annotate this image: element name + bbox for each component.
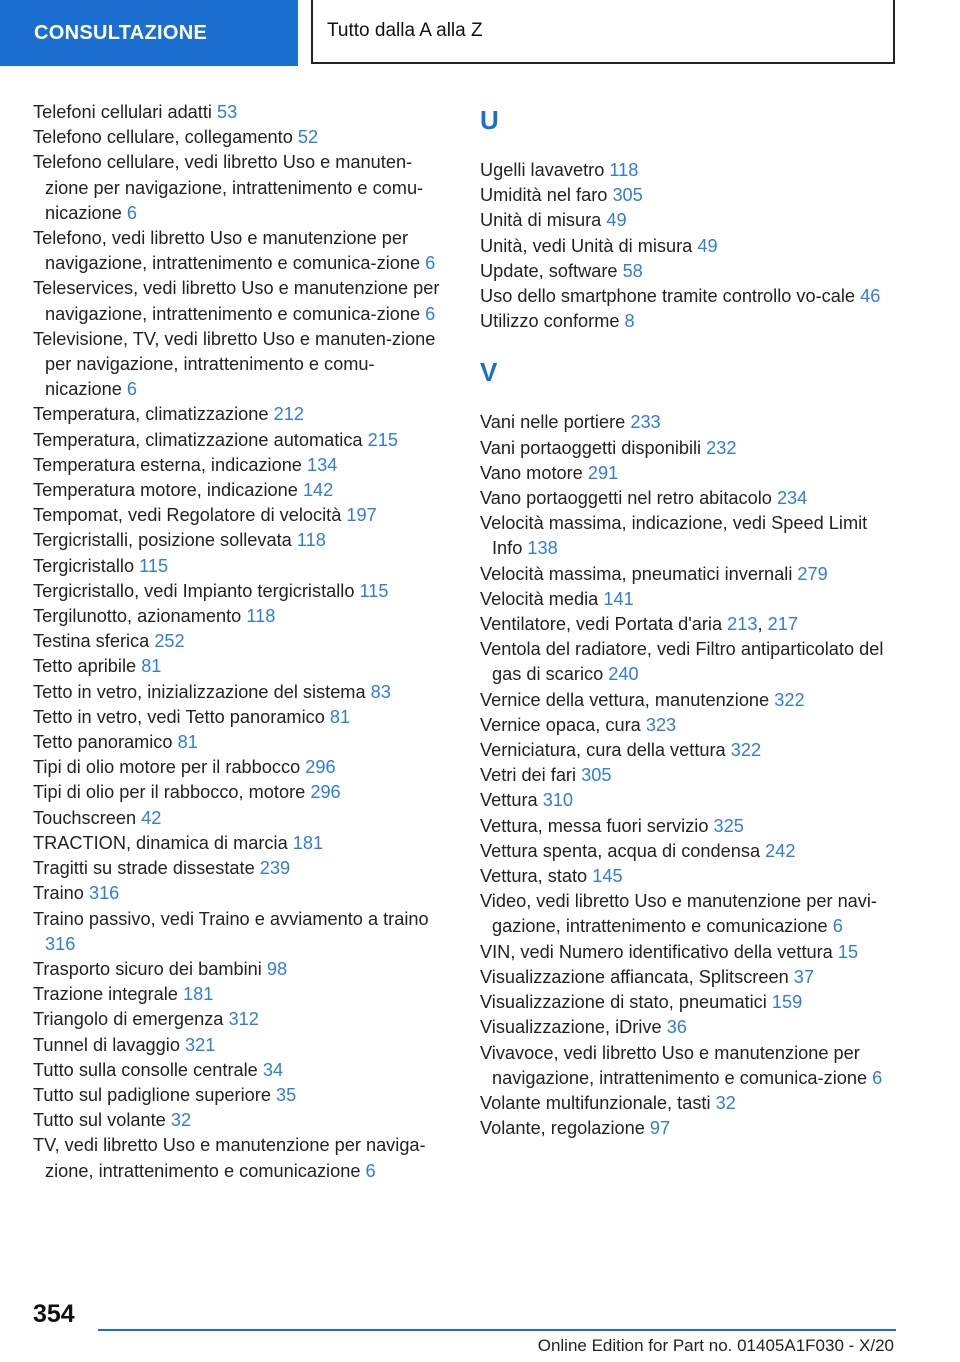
index-entry <box>480 864 900 889</box>
index-entry <box>33 604 445 629</box>
index-entry <box>480 889 900 939</box>
index-entry-text: Vettura, stato <box>480 866 588 887</box>
section-tab <box>0 0 298 66</box>
page-reference-link[interactable]: 232 <box>706 437 737 458</box>
index-entry <box>33 1058 445 1083</box>
page-reference-link[interactable]: 46 <box>860 286 881 307</box>
page-reference-link[interactable]: 181 <box>292 832 324 853</box>
index-entry-text: Velocità massima, pneumatici invernali <box>480 563 793 584</box>
page-reference-link[interactable]: 322 <box>774 689 805 710</box>
footer-divider <box>98 1329 896 1331</box>
index-entry <box>33 982 445 1007</box>
index-entry <box>33 705 445 730</box>
index-entry-text: Telefono, vedi libretto Uso e manutenzione per navigazione, intrattenimento e comunica-zione <box>33 228 421 274</box>
index-entry <box>33 1133 445 1183</box>
chapter-title-box <box>311 0 895 64</box>
index-entry-text: Teleservices, vedi libretto Uso e manutenzione per navigazione, intrattenimento e comunica-zione <box>33 278 440 324</box>
page-reference-link[interactable]: 310 <box>542 790 574 811</box>
index-entry-text: Utilizzo conforme <box>480 311 620 332</box>
page-reference-link[interactable]: 141 <box>603 588 634 609</box>
index-entry <box>480 788 900 813</box>
index-entry-text: Vettura, messa fuori servizio <box>480 815 709 836</box>
index-entry <box>33 226 445 276</box>
section-letter-heading: V <box>480 357 498 388</box>
index-entry-text: Tergicristallo <box>33 555 135 576</box>
index-entry-text: Tetto apribile <box>33 656 137 677</box>
index-entry <box>33 856 445 881</box>
page-reference-link[interactable]: 234 <box>776 488 808 509</box>
index-entry-text: Traino <box>33 883 84 904</box>
index-entry-text: Ventilatore, vedi Portata d'aria <box>480 614 723 635</box>
page-reference-link[interactable]: 36 <box>666 1017 687 1038</box>
index-entry-text: Velocità massima, indicazione, vedi Speed Limit Info <box>480 513 868 559</box>
index-entry: Ventilatore, vedi Portata d'aria 213, 217 <box>480 614 798 635</box>
page-reference-link[interactable]: 305 <box>581 765 612 786</box>
page-reference-link[interactable]: 6 <box>425 303 436 324</box>
page-reference-link[interactable]: 322 <box>730 740 762 761</box>
index-entry <box>33 730 445 755</box>
page-reference-link[interactable]: 296 <box>310 782 341 803</box>
page-reference-link[interactable]: 252 <box>154 631 185 652</box>
page-reference-link[interactable]: 213 <box>727 614 758 635</box>
page-reference-link[interactable]: 305 <box>612 185 643 206</box>
index-column-left <box>33 100 445 1184</box>
index-entry-text: Tergilunotto, azionamento <box>33 606 242 627</box>
page-reference-link[interactable]: 6 <box>365 1160 376 1181</box>
index-entry <box>480 511 900 561</box>
page-reference-link[interactable]: 6 <box>126 379 138 400</box>
page-reference-link[interactable]: 37 <box>793 966 814 987</box>
page-reference-link[interactable]: 83 <box>370 681 391 702</box>
index-entry <box>33 1033 445 1058</box>
index-entry-text: Velocità media <box>480 588 599 609</box>
index-entry <box>33 579 445 604</box>
page-reference-link[interactable]: 142 <box>302 480 334 501</box>
index-entry-text: TRACTION, dinamica di marcia <box>33 832 288 853</box>
index-entry <box>33 125 445 150</box>
index-entry-text: Tutto sulla consolle centrale <box>33 1059 258 1080</box>
index-entry <box>480 158 900 183</box>
page-reference-link[interactable]: 145 <box>592 866 623 887</box>
index-entry-text: Tempomat, vedi Regolatore di velocità <box>33 505 342 526</box>
page-reference-link[interactable]: 138 <box>527 538 558 559</box>
index-entry <box>33 276 445 326</box>
index-entry-text: TV, vedi libretto Uso e manutenzione per naviga-zione, intrattenimento e comunicazione <box>33 1135 426 1181</box>
index-entry <box>480 309 900 334</box>
index-entry-text: Ventola del radiatore, vedi Filtro antiparticolato del gas di scarico <box>480 639 884 685</box>
index-entry <box>480 1116 900 1141</box>
index-entry <box>33 780 445 805</box>
index-entry-text: Tergicristallo, vedi Impianto tergicristallo <box>33 580 355 601</box>
page-reference-link[interactable]: 217 <box>767 614 798 635</box>
section-letter-heading: U <box>480 105 499 135</box>
index-entry-text: Temperatura motore, indicazione <box>33 480 298 501</box>
page-reference-link[interactable]: 242 <box>765 840 796 861</box>
index-entry-text: Temperatura, climatizzazione automatica <box>33 429 363 450</box>
index-entry-text: Update, software <box>480 260 618 281</box>
index-entry-text: Video, vedi libretto Uso e manutenzione per navi-gazione, intrattenimento e comunicazione <box>480 891 877 937</box>
page-reference-link[interactable]: 49 <box>697 235 718 256</box>
page-number: 354 <box>33 1300 75 1328</box>
index-entry <box>33 831 445 856</box>
index-entry-text: Vani nelle portiere <box>480 412 626 433</box>
index-entry <box>480 688 900 713</box>
index-entry <box>33 327 445 403</box>
index-entry-text: Vetri dei fari <box>480 765 577 786</box>
index-entry-text: Tergicristalli, posizione sollevata <box>33 530 292 551</box>
index-entry-text: Uso dello smartphone tramite controllo vo-cale <box>480 286 856 307</box>
index-entry <box>480 410 900 435</box>
index-entry <box>480 436 900 461</box>
page-reference-link[interactable]: 6 <box>872 1067 883 1088</box>
page-reference-link[interactable]: 239 <box>259 858 291 879</box>
index-entry <box>33 528 445 553</box>
page-reference-link[interactable]: 34 <box>262 1059 284 1080</box>
index-entry-text: Tetto in vetro, inizializzazione del sistema <box>33 681 366 702</box>
page-reference-link[interactable]: 98 <box>266 958 288 979</box>
index-entry <box>33 680 445 705</box>
index-entry-text: Tutto sul volante <box>33 1110 166 1131</box>
page-reference-link[interactable]: 6 <box>832 916 843 937</box>
index-entry <box>480 940 900 965</box>
page-reference-link[interactable]: 233 <box>630 412 661 433</box>
index-entry-text: Visualizzazione di stato, pneumatici <box>480 992 767 1013</box>
index-entry <box>33 428 445 453</box>
page-reference-link[interactable]: 115 <box>359 580 389 601</box>
index-entry-text: Tragitti su strade dissestate <box>33 858 255 879</box>
section-label: CONSULTAZIONE <box>34 21 208 44</box>
index-entry <box>480 763 900 788</box>
page-reference-link[interactable]: 240 <box>608 664 639 685</box>
index-entry <box>33 957 445 982</box>
index-entry-text: Telefoni cellulari adatti <box>33 102 212 122</box>
index-entry-text: Tipi di olio per il rabbocco, motore <box>33 782 306 803</box>
page-reference-link[interactable]: 118 <box>246 606 276 627</box>
page-reference-link[interactable]: 32 <box>715 1092 736 1113</box>
page-reference-link[interactable]: 159 <box>771 992 803 1013</box>
index-entry <box>480 990 900 1015</box>
page-reference-link[interactable]: 279 <box>797 563 828 584</box>
index-entry <box>33 806 445 831</box>
page-reference-link[interactable]: 81 <box>177 732 198 753</box>
index-entry <box>33 150 445 226</box>
page-reference-link[interactable]: 181 <box>182 984 214 1005</box>
index-entry-text: Unità di misura <box>480 210 602 231</box>
index-entry-text: Vivavoce, vedi libretto Uso e manutenzione per navigazione, intrattenimento e comunica-zione <box>480 1042 868 1088</box>
index-entry <box>480 587 900 612</box>
index-entry-text: Vano portaoggetti nel retro abitacolo <box>480 488 772 509</box>
index-entry-text: VIN, vedi Numero identificativo della vettura <box>480 941 833 962</box>
index-entry <box>480 637 900 687</box>
index-entry-text: Tunnel di lavaggio <box>33 1034 180 1055</box>
index-entry <box>480 208 900 233</box>
index-entry-text: Triangolo di emergenza <box>33 1009 224 1030</box>
index-entry <box>480 738 900 763</box>
index-entry <box>480 814 900 839</box>
page-reference-link[interactable]: 35 <box>276 1084 297 1105</box>
page-reference-link[interactable]: 134 <box>306 454 338 475</box>
index-entry <box>33 654 445 679</box>
page-reference-link[interactable]: 58 <box>622 260 643 281</box>
index-entry <box>480 486 900 511</box>
index-entry <box>33 554 445 579</box>
index-entry <box>33 629 445 654</box>
index-entry <box>33 907 445 957</box>
index-entry-text: Vani portaoggetti disponibili <box>480 437 702 458</box>
index-entry <box>480 1091 900 1116</box>
index-entry <box>33 1083 445 1108</box>
index-entry-text: Trasporto sicuro dei bambini <box>33 958 262 979</box>
index-entry-text: Telefono cellulare, collegamento <box>33 127 293 148</box>
index-entry-text: Tipi di olio motore per il rabbocco <box>33 757 301 778</box>
index-entry-text: Vano motore <box>480 462 583 483</box>
index-column-right <box>480 100 900 1141</box>
index-entry <box>33 1007 445 1032</box>
page-reference-link[interactable]: 81 <box>329 706 351 727</box>
index-entry <box>480 259 900 284</box>
index-entry <box>33 100 445 125</box>
index-entry-text: Visualizzazione affiancata, Splitscreen <box>480 966 789 987</box>
index-entry-text: Visualizzazione, iDrive <box>480 1017 662 1038</box>
page-reference-link[interactable]: 52 <box>297 127 319 148</box>
index-entry-text: Televisione, TV, vedi libretto Uso e manuten-zione per navigazione, intrattenimento e comu-nicazione <box>33 328 436 400</box>
page-reference-link[interactable]: 6 <box>126 202 138 223</box>
page-reference-link[interactable]: 312 <box>228 1009 259 1030</box>
index-entry <box>480 183 900 208</box>
index-entry-text: Testina sferica <box>33 631 150 652</box>
index-entry-text: Temperatura esterna, indicazione <box>33 454 302 475</box>
index-entry <box>480 839 900 864</box>
index-entry <box>480 284 900 309</box>
page-reference-link[interactable]: 15 <box>837 941 859 962</box>
page-reference-link[interactable]: 316 <box>45 933 76 954</box>
index-entry-text: Tutto sul padiglione superiore <box>33 1084 271 1105</box>
page-reference-link[interactable]: 197 <box>346 505 377 526</box>
index-entry-text: Touchscreen <box>33 807 137 828</box>
page-reference-link[interactable]: 115 <box>139 555 169 576</box>
index-entry-text: Vernice della vettura, manutenzione <box>480 689 770 710</box>
index-entry <box>33 402 445 427</box>
page-reference-link[interactable]: 321 <box>185 1034 216 1055</box>
index-entry <box>480 1015 900 1040</box>
index-entry-text: Ugelli lavavetro <box>480 160 605 180</box>
index-entry <box>33 881 445 906</box>
page-reference-link[interactable]: 323 <box>645 714 677 735</box>
page-reference-link[interactable]: 291 <box>587 462 619 483</box>
index-entry <box>480 234 900 259</box>
index-entry <box>33 1108 445 1133</box>
index-entry <box>33 478 445 503</box>
page-reference-link[interactable]: 49 <box>606 210 627 231</box>
index-entry-text: Vernice opaca, cura <box>480 714 641 735</box>
index-entry <box>480 713 900 738</box>
index-entry-text: Umidità nel faro <box>480 185 608 206</box>
index-entry <box>480 461 900 486</box>
index-entry-text: Tetto panoramico <box>33 732 173 753</box>
index-entry-text: Temperatura, climatizzazione <box>33 404 269 425</box>
page-reference-link[interactable]: 212 <box>273 404 304 425</box>
index-entry <box>33 503 445 528</box>
index-entry-text: Unità, vedi Unità di misura <box>480 235 693 256</box>
index-entry-text: Tetto in vetro, vedi Tetto panoramico <box>33 706 325 727</box>
page-reference-link[interactable]: 325 <box>713 815 744 836</box>
index-entry-text: Vettura spenta, acqua di condensa <box>480 840 761 861</box>
index-entry-text: Vettura <box>480 790 538 811</box>
index-entry-text: Volante, regolazione <box>480 1118 645 1139</box>
page-reference-link[interactable]: 81 <box>141 656 162 677</box>
index-entry-text: Telefono cellulare, vedi libretto Uso e manuten-zione per navigazione, intrattenimento e comu-nicazione <box>33 152 424 223</box>
page-reference-link[interactable]: 296 <box>305 757 336 778</box>
page-reference-link[interactable]: 32 <box>170 1110 192 1131</box>
index-entry-text: Verniciatura, cura della vettura <box>480 740 726 761</box>
index-entry <box>480 562 900 587</box>
page-reference-link[interactable]: 8 <box>624 311 635 332</box>
page-reference-link[interactable]: 215 <box>367 429 398 450</box>
index-entry-text: Trazione integrale <box>33 984 178 1005</box>
page-reference-link[interactable]: 53 <box>217 102 238 122</box>
page-reference-link[interactable]: 97 <box>649 1118 671 1139</box>
page-reference-link[interactable]: 316 <box>88 883 120 904</box>
page-reference-link[interactable]: 42 <box>141 807 162 828</box>
index-entry <box>33 755 445 780</box>
index-entry-text: Traino passivo, vedi Traino e avviamento a traino <box>33 908 429 929</box>
footer-edition: Online Edition for Part no. 01405A1F030 - X/20 <box>537 1336 894 1355</box>
page-reference-link[interactable]: 118 <box>609 160 639 180</box>
index-entry <box>480 1041 900 1091</box>
index-entry <box>480 965 900 990</box>
index-entry-text: Volante multifunzionale, tasti <box>480 1092 711 1113</box>
index-entry <box>33 453 445 478</box>
page-reference-link[interactable]: 118 <box>296 530 326 551</box>
page-reference-link[interactable]: 6 <box>425 253 436 274</box>
chapter-title: Tutto dalla A alla Z <box>327 20 483 41</box>
